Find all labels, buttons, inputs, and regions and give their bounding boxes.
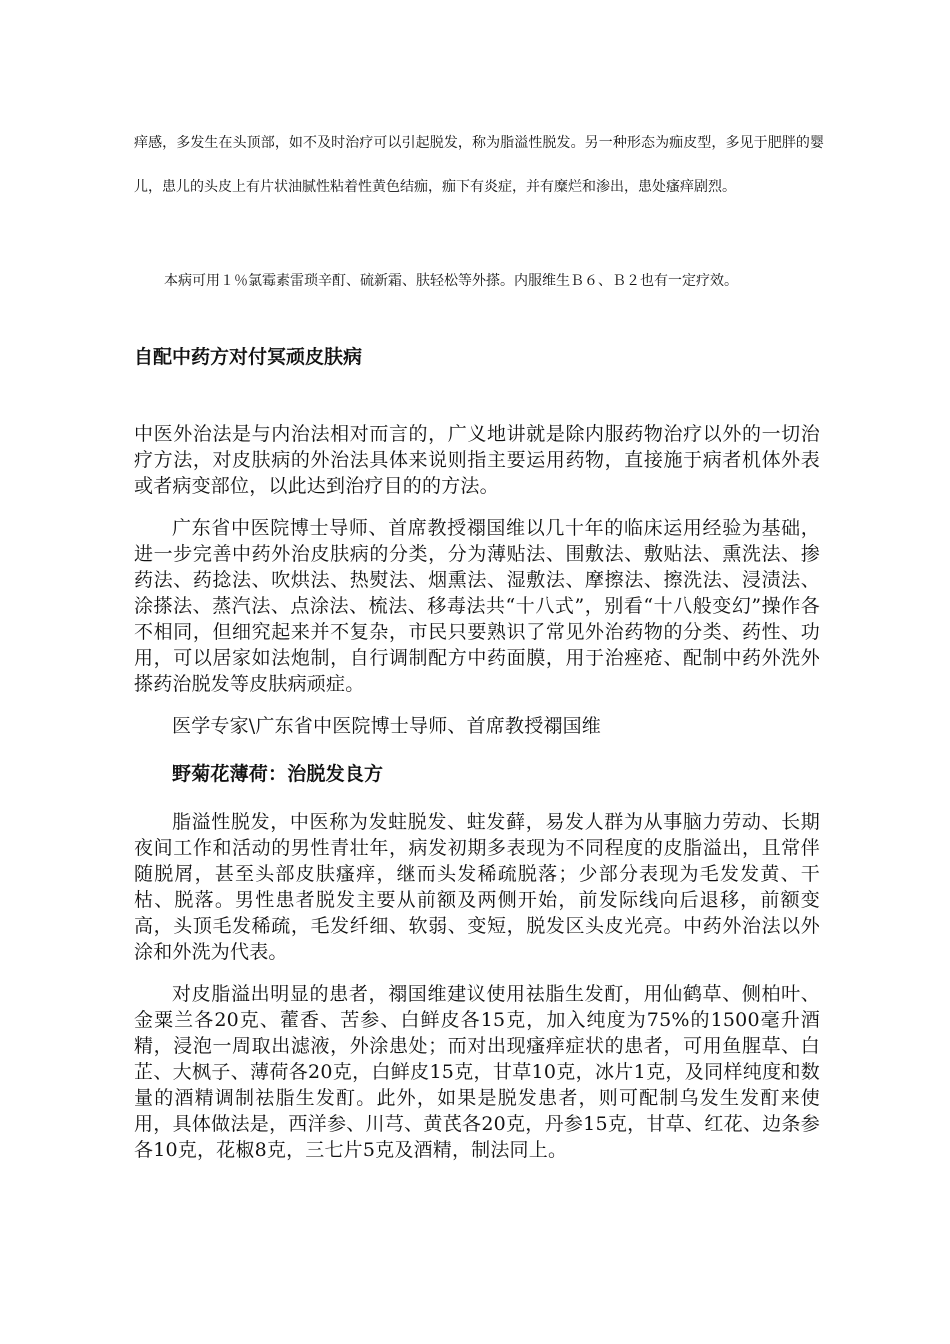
paragraph-recipes: 对皮脂溢出明显的患者，禤国维建议使用祛脂生发酊，用仙鹤草、侧柏叶、金粟兰各20克、藿香、苦参、白鲜皮各15克，加入纯度为75%的1500毫升酒精，浸泡一周取出滤液，外涂患处；而对出现瘙痒症状的患者，可用鱼腥草、白芷、大枫子、薄荷各20克，白鲜皮15克，甘草10克，冰片1克，及同样纯度和数量的酒精调制祛脂生发酊。此外，如果是脱发患者，则可配制乌发生发酊来使用，具体做法是，西洋参、川芎、黄芪各20克，丹参15克，甘草、红花、边条参各10克，花椒8克，三七片5克及酒精，制法同上。 (134, 983, 820, 1161)
subheading: 野菊花薄荷：治脱发良方 (172, 763, 384, 785)
paragraph-treatment-note: 本病可用１％氯霉素雷琐辛酊、硫新霜、肤轻松等外搽。内服维生Ｂ６、Ｂ２也有一定疗效。 (164, 273, 738, 289)
section-heading: 自配中药方对付冥顽皮肤病 (134, 346, 363, 368)
expert-credit: 医学专家\广东省中医院博士导师、首席教授禤国维 (172, 715, 602, 737)
paragraph-external-therapy-definition: 中医外治法是与内治法相对而言的，广义地讲就是除内服药物治疗以外的一切治疗方法，对皮肤病的外治法具体来说则指主要运用药物，直接施于病者机体外表或者病变部位，以此达到治疗目的的方法。 (134, 423, 820, 497)
paragraph-eighteen-methods: 广东省中医院博士导师、首席教授禤国维以几十年的临床运用经验为基础，进一步完善中药外治皮肤病的分类，分为薄贴法、围敷法、敷贴法、熏洗法、掺药法、药捻法、吹烘法、热熨法、烟熏法、湿敷法、摩擦法、擦洗法、浸渍法、涂搽法、蒸汽法、点涂法、梳法、移毒法共“十八式”，别看“十八般变幻”操作各不相同，但细究起来并不复杂，市民只要熟识了常见外治药物的分类、药性、功用，可以居家如法炮制，自行调制配方中药面膜，用于治痤疮、配制中药外洗外搽药治脱发等皮肤病顽症。 (134, 517, 820, 695)
paragraph-seborrheic-description: 痒感，多发生在头顶部，如不及时治疗可以引起脱发，称为脂溢性脱发。另一种形态为痂皮型，多见于肥胖的婴儿，患儿的头皮上有片状油腻性粘着性黄色结痂，痂下有炎症，并有糜烂和渗出，患处瘙痒剧烈。 (134, 135, 824, 195)
paragraph-seborrheic-alopecia: 脂溢性脱发，中医称为发蛀脱发、蛀发藓，易发人群为从事脑力劳动、长期夜间工作和活动的男性青壮年，病发初期多表现为不同程度的皮脂溢出，且常伴随脱屑，甚至头部皮肤瘙痒，继而头发稀疏脱落；少部分表现为毛发发黄、干枯、脱落。男性患者脱发主要从前额及两侧开始，前发际线向后退移，前额变高，头顶毛发稀疏，毛发纤细、软弱、变短，脱发区头皮光亮。中药外治法以外涂和外洗为代表。 (134, 811, 820, 963)
